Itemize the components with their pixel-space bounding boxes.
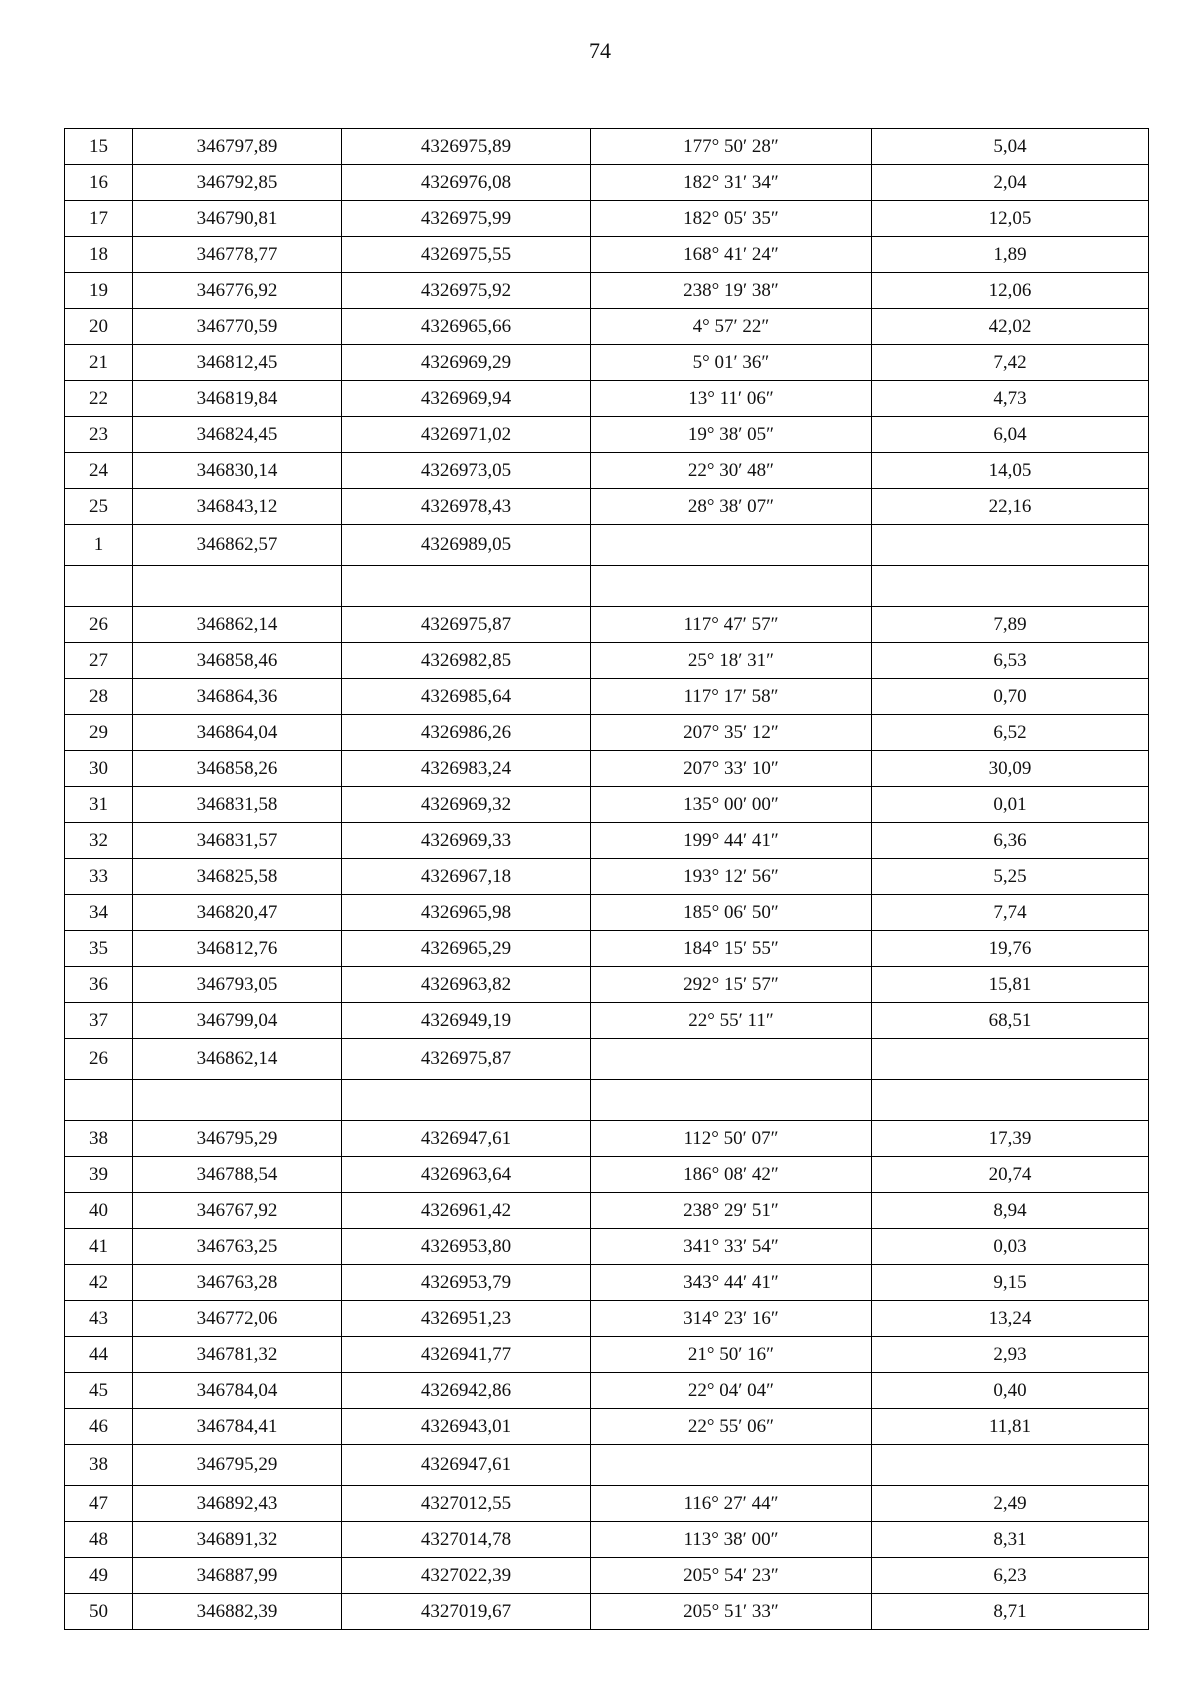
distance-cell: 0,01 — [872, 787, 1149, 823]
distance-cell: 6,23 — [872, 1558, 1149, 1594]
distance-cell: 8,31 — [872, 1522, 1149, 1558]
distance-cell: 2,93 — [872, 1337, 1149, 1373]
x-coordinate-cell: 346862,14 — [133, 607, 342, 643]
point-number-cell: 29 — [65, 715, 133, 751]
table-row — [65, 895, 1149, 931]
point-number-cell: 38 — [65, 1445, 133, 1486]
x-coordinate-cell — [133, 1080, 342, 1121]
x-coordinate-cell: 346763,28 — [133, 1265, 342, 1301]
direction-angle-cell: 193° 12′ 56″ — [591, 859, 872, 895]
x-coordinate-cell: 346790,81 — [133, 201, 342, 237]
point-number-cell: 46 — [65, 1409, 133, 1445]
table-row — [65, 165, 1149, 201]
table-row — [65, 201, 1149, 237]
distance-cell: 0,70 — [872, 679, 1149, 715]
direction-angle-cell: 292° 15′ 57″ — [591, 967, 872, 1003]
point-number-cell: 36 — [65, 967, 133, 1003]
point-number-cell: 25 — [65, 489, 133, 525]
table-row — [65, 1373, 1149, 1409]
x-coordinate-cell: 346795,29 — [133, 1445, 342, 1486]
y-coordinate-cell: 4326975,87 — [342, 607, 591, 643]
distance-cell: 12,06 — [872, 273, 1149, 309]
direction-angle-cell: 21° 50′ 16″ — [591, 1337, 872, 1373]
point-number-cell: 20 — [65, 309, 133, 345]
y-coordinate-cell: 4326971,02 — [342, 417, 591, 453]
y-coordinate-cell: 4326951,23 — [342, 1301, 591, 1337]
x-coordinate-cell: 346812,76 — [133, 931, 342, 967]
point-number-cell: 21 — [65, 345, 133, 381]
table-row — [65, 679, 1149, 715]
table-row — [65, 931, 1149, 967]
y-coordinate-cell: 4326965,98 — [342, 895, 591, 931]
distance-cell — [872, 1445, 1149, 1486]
direction-angle-cell: 207° 33′ 10″ — [591, 751, 872, 787]
y-coordinate-cell: 4326969,33 — [342, 823, 591, 859]
point-number-cell: 30 — [65, 751, 133, 787]
table-row — [65, 1003, 1149, 1039]
table-row — [65, 309, 1149, 345]
direction-angle-cell — [591, 566, 872, 607]
direction-angle-cell: 238° 29′ 51″ — [591, 1193, 872, 1229]
direction-angle-cell: 199° 44′ 41″ — [591, 823, 872, 859]
y-coordinate-cell: 4326965,66 — [342, 309, 591, 345]
table-row — [65, 643, 1149, 679]
distance-cell: 6,52 — [872, 715, 1149, 751]
y-coordinate-cell: 4326947,61 — [342, 1445, 591, 1486]
distance-cell — [872, 566, 1149, 607]
distance-cell: 11,81 — [872, 1409, 1149, 1445]
point-number-cell: 26 — [65, 1039, 133, 1080]
y-coordinate-cell: 4326943,01 — [342, 1409, 591, 1445]
table-row — [65, 381, 1149, 417]
y-coordinate-cell: 4326949,19 — [342, 1003, 591, 1039]
distance-cell: 6,04 — [872, 417, 1149, 453]
y-coordinate-cell: 4326975,99 — [342, 201, 591, 237]
table-row — [65, 1229, 1149, 1265]
y-coordinate-cell: 4326975,87 — [342, 1039, 591, 1080]
point-number-cell: 39 — [65, 1157, 133, 1193]
table-row — [65, 345, 1149, 381]
x-coordinate-cell: 346812,45 — [133, 345, 342, 381]
x-coordinate-cell — [133, 566, 342, 607]
direction-angle-cell: 22° 55′ 06″ — [591, 1409, 872, 1445]
y-coordinate-cell: 4326983,24 — [342, 751, 591, 787]
direction-angle-cell: 185° 06′ 50″ — [591, 895, 872, 931]
x-coordinate-cell: 346799,04 — [133, 1003, 342, 1039]
y-coordinate-cell: 4326982,85 — [342, 643, 591, 679]
point-number-cell: 44 — [65, 1337, 133, 1373]
point-number-cell: 27 — [65, 643, 133, 679]
table-row — [65, 967, 1149, 1003]
distance-cell: 42,02 — [872, 309, 1149, 345]
x-coordinate-cell: 346793,05 — [133, 967, 342, 1003]
direction-angle-cell: 13° 11′ 06″ — [591, 381, 872, 417]
table-row — [65, 859, 1149, 895]
x-coordinate-cell: 346795,29 — [133, 1121, 342, 1157]
distance-cell: 5,25 — [872, 859, 1149, 895]
y-coordinate-cell: 4326969,29 — [342, 345, 591, 381]
distance-cell: 15,81 — [872, 967, 1149, 1003]
point-number-cell: 50 — [65, 1594, 133, 1630]
table-row — [65, 1193, 1149, 1229]
table-row — [65, 525, 1149, 566]
x-coordinate-cell: 346825,58 — [133, 859, 342, 895]
y-coordinate-cell: 4326969,32 — [342, 787, 591, 823]
x-coordinate-cell: 346819,84 — [133, 381, 342, 417]
distance-cell: 8,94 — [872, 1193, 1149, 1229]
x-coordinate-cell: 346831,58 — [133, 787, 342, 823]
table-row — [65, 1594, 1149, 1630]
point-number-cell: 40 — [65, 1193, 133, 1229]
point-number-cell: 24 — [65, 453, 133, 489]
point-number-cell: 41 — [65, 1229, 133, 1265]
direction-angle-cell: 343° 44′ 41″ — [591, 1265, 872, 1301]
point-number-cell: 47 — [65, 1486, 133, 1522]
y-coordinate-cell: 4326973,05 — [342, 453, 591, 489]
direction-angle-cell: 186° 08′ 42″ — [591, 1157, 872, 1193]
distance-cell: 7,42 — [872, 345, 1149, 381]
direction-angle-cell: 314° 23′ 16″ — [591, 1301, 872, 1337]
distance-cell: 8,71 — [872, 1594, 1149, 1630]
y-coordinate-cell — [342, 1080, 591, 1121]
x-coordinate-cell: 346772,06 — [133, 1301, 342, 1337]
y-coordinate-cell: 4326975,89 — [342, 129, 591, 165]
x-coordinate-cell: 346792,85 — [133, 165, 342, 201]
coordinates-table-body — [65, 129, 1149, 1630]
point-number-cell: 37 — [65, 1003, 133, 1039]
table-row — [65, 1265, 1149, 1301]
point-number-cell: 17 — [65, 201, 133, 237]
point-number-cell: 19 — [65, 273, 133, 309]
y-coordinate-cell — [342, 566, 591, 607]
direction-angle-cell — [591, 1445, 872, 1486]
direction-angle-cell — [591, 1080, 872, 1121]
point-number-cell: 28 — [65, 679, 133, 715]
y-coordinate-cell: 4326975,55 — [342, 237, 591, 273]
distance-cell: 5,04 — [872, 129, 1149, 165]
direction-angle-cell: 182° 05′ 35″ — [591, 201, 872, 237]
table-row — [65, 1039, 1149, 1080]
point-number-cell: 35 — [65, 931, 133, 967]
table-row — [65, 1301, 1149, 1337]
direction-angle-cell: 207° 35′ 12″ — [591, 715, 872, 751]
direction-angle-cell: 25° 18′ 31″ — [591, 643, 872, 679]
direction-angle-cell: 116° 27′ 44″ — [591, 1486, 872, 1522]
distance-cell: 14,05 — [872, 453, 1149, 489]
direction-angle-cell: 22° 30′ 48″ — [591, 453, 872, 489]
y-coordinate-cell: 4326986,26 — [342, 715, 591, 751]
table-row — [65, 489, 1149, 525]
table-row — [65, 566, 1149, 607]
x-coordinate-cell: 346858,26 — [133, 751, 342, 787]
x-coordinate-cell: 346882,39 — [133, 1594, 342, 1630]
distance-cell: 7,89 — [872, 607, 1149, 643]
table-row — [65, 823, 1149, 859]
y-coordinate-cell: 4326967,18 — [342, 859, 591, 895]
direction-angle-cell: 238° 19′ 38″ — [591, 273, 872, 309]
distance-cell — [872, 525, 1149, 566]
point-number-cell: 31 — [65, 787, 133, 823]
y-coordinate-cell: 4327022,39 — [342, 1558, 591, 1594]
direction-angle-cell: 117° 47′ 57″ — [591, 607, 872, 643]
point-number-cell: 15 — [65, 129, 133, 165]
point-number-cell: 22 — [65, 381, 133, 417]
y-coordinate-cell: 4326963,64 — [342, 1157, 591, 1193]
x-coordinate-cell: 346763,25 — [133, 1229, 342, 1265]
x-coordinate-cell: 346797,89 — [133, 129, 342, 165]
table-row — [65, 1522, 1149, 1558]
distance-cell: 19,76 — [872, 931, 1149, 967]
table-row — [65, 453, 1149, 489]
distance-cell: 17,39 — [872, 1121, 1149, 1157]
y-coordinate-cell: 4327014,78 — [342, 1522, 591, 1558]
x-coordinate-cell: 346858,46 — [133, 643, 342, 679]
distance-cell: 6,36 — [872, 823, 1149, 859]
point-number-cell: 42 — [65, 1265, 133, 1301]
coordinates-table — [64, 128, 1149, 1630]
distance-cell: 68,51 — [872, 1003, 1149, 1039]
point-number-cell — [65, 566, 133, 607]
y-coordinate-cell: 4326978,43 — [342, 489, 591, 525]
y-coordinate-cell: 4326941,77 — [342, 1337, 591, 1373]
point-number-cell: 43 — [65, 1301, 133, 1337]
direction-angle-cell: 5° 01′ 36″ — [591, 345, 872, 381]
point-number-cell: 26 — [65, 607, 133, 643]
table-row — [65, 273, 1149, 309]
x-coordinate-cell: 346770,59 — [133, 309, 342, 345]
direction-angle-cell: 22° 55′ 11″ — [591, 1003, 872, 1039]
direction-angle-cell: 135° 00′ 00″ — [591, 787, 872, 823]
direction-angle-cell: 182° 31′ 34″ — [591, 165, 872, 201]
x-coordinate-cell: 346862,57 — [133, 525, 342, 566]
x-coordinate-cell: 346820,47 — [133, 895, 342, 931]
direction-angle-cell — [591, 1039, 872, 1080]
table-row — [65, 1157, 1149, 1193]
distance-cell: 6,53 — [872, 643, 1149, 679]
table-row — [65, 607, 1149, 643]
distance-cell: 9,15 — [872, 1265, 1149, 1301]
x-coordinate-cell: 346864,36 — [133, 679, 342, 715]
distance-cell — [872, 1039, 1149, 1080]
y-coordinate-cell: 4327012,55 — [342, 1486, 591, 1522]
table-row — [65, 787, 1149, 823]
table-row — [65, 1558, 1149, 1594]
point-number-cell: 48 — [65, 1522, 133, 1558]
direction-angle-cell — [591, 525, 872, 566]
x-coordinate-cell: 346830,14 — [133, 453, 342, 489]
y-coordinate-cell: 4326953,79 — [342, 1265, 591, 1301]
x-coordinate-cell: 346887,99 — [133, 1558, 342, 1594]
x-coordinate-cell: 346781,32 — [133, 1337, 342, 1373]
page-number: 74 — [589, 38, 611, 63]
distance-cell: 20,74 — [872, 1157, 1149, 1193]
table-row — [65, 129, 1149, 165]
x-coordinate-cell: 346864,04 — [133, 715, 342, 751]
y-coordinate-cell: 4326965,29 — [342, 931, 591, 967]
distance-cell: 0,03 — [872, 1229, 1149, 1265]
point-number-cell: 23 — [65, 417, 133, 453]
point-number-cell — [65, 1080, 133, 1121]
y-coordinate-cell: 4326989,05 — [342, 525, 591, 566]
direction-angle-cell: 22° 04′ 04″ — [591, 1373, 872, 1409]
x-coordinate-cell: 346778,77 — [133, 237, 342, 273]
y-coordinate-cell: 4326961,42 — [342, 1193, 591, 1229]
table-row — [65, 1080, 1149, 1121]
x-coordinate-cell: 346862,14 — [133, 1039, 342, 1080]
distance-cell: 1,89 — [872, 237, 1149, 273]
point-number-cell: 33 — [65, 859, 133, 895]
x-coordinate-cell: 346824,45 — [133, 417, 342, 453]
direction-angle-cell: 205° 51′ 33″ — [591, 1594, 872, 1630]
direction-angle-cell: 112° 50′ 07″ — [591, 1121, 872, 1157]
y-coordinate-cell: 4326963,82 — [342, 967, 591, 1003]
point-number-cell: 16 — [65, 165, 133, 201]
x-coordinate-cell: 346843,12 — [133, 489, 342, 525]
direction-angle-cell: 341° 33′ 54″ — [591, 1229, 872, 1265]
table-row — [65, 1409, 1149, 1445]
direction-angle-cell: 113° 38′ 00″ — [591, 1522, 872, 1558]
y-coordinate-cell: 4326942,86 — [342, 1373, 591, 1409]
y-coordinate-cell: 4327019,67 — [342, 1594, 591, 1630]
distance-cell: 22,16 — [872, 489, 1149, 525]
x-coordinate-cell: 346892,43 — [133, 1486, 342, 1522]
x-coordinate-cell: 346891,32 — [133, 1522, 342, 1558]
direction-angle-cell: 117° 17′ 58″ — [591, 679, 872, 715]
table-row — [65, 417, 1149, 453]
table-row — [65, 1445, 1149, 1486]
y-coordinate-cell: 4326969,94 — [342, 381, 591, 417]
distance-cell: 7,74 — [872, 895, 1149, 931]
point-number-cell: 38 — [65, 1121, 133, 1157]
direction-angle-cell: 4° 57′ 22″ — [591, 309, 872, 345]
x-coordinate-cell: 346788,54 — [133, 1157, 342, 1193]
point-number-cell: 34 — [65, 895, 133, 931]
x-coordinate-cell: 346784,04 — [133, 1373, 342, 1409]
distance-cell: 4,73 — [872, 381, 1149, 417]
distance-cell — [872, 1080, 1149, 1121]
direction-angle-cell: 177° 50′ 28″ — [591, 129, 872, 165]
direction-angle-cell: 205° 54′ 23″ — [591, 1558, 872, 1594]
point-number-cell: 49 — [65, 1558, 133, 1594]
point-number-cell: 1 — [65, 525, 133, 566]
y-coordinate-cell: 4326947,61 — [342, 1121, 591, 1157]
y-coordinate-cell: 4326953,80 — [342, 1229, 591, 1265]
direction-angle-cell: 184° 15′ 55″ — [591, 931, 872, 967]
point-number-cell: 18 — [65, 237, 133, 273]
table-row — [65, 715, 1149, 751]
table-row — [65, 751, 1149, 787]
y-coordinate-cell: 4326976,08 — [342, 165, 591, 201]
distance-cell: 13,24 — [872, 1301, 1149, 1337]
distance-cell: 12,05 — [872, 201, 1149, 237]
x-coordinate-cell: 346767,92 — [133, 1193, 342, 1229]
point-number-cell: 32 — [65, 823, 133, 859]
distance-cell: 0,40 — [872, 1373, 1149, 1409]
direction-angle-cell: 168° 41′ 24″ — [591, 237, 872, 273]
x-coordinate-cell: 346776,92 — [133, 273, 342, 309]
direction-angle-cell: 19° 38′ 05″ — [591, 417, 872, 453]
distance-cell: 2,04 — [872, 165, 1149, 201]
y-coordinate-cell: 4326975,92 — [342, 273, 591, 309]
x-coordinate-cell: 346784,41 — [133, 1409, 342, 1445]
table-row — [65, 237, 1149, 273]
x-coordinate-cell: 346831,57 — [133, 823, 342, 859]
table-row — [65, 1486, 1149, 1522]
distance-cell: 2,49 — [872, 1486, 1149, 1522]
distance-cell: 30,09 — [872, 751, 1149, 787]
table-row — [65, 1337, 1149, 1373]
y-coordinate-cell: 4326985,64 — [342, 679, 591, 715]
point-number-cell: 45 — [65, 1373, 133, 1409]
table-row — [65, 1121, 1149, 1157]
direction-angle-cell: 28° 38′ 07″ — [591, 489, 872, 525]
